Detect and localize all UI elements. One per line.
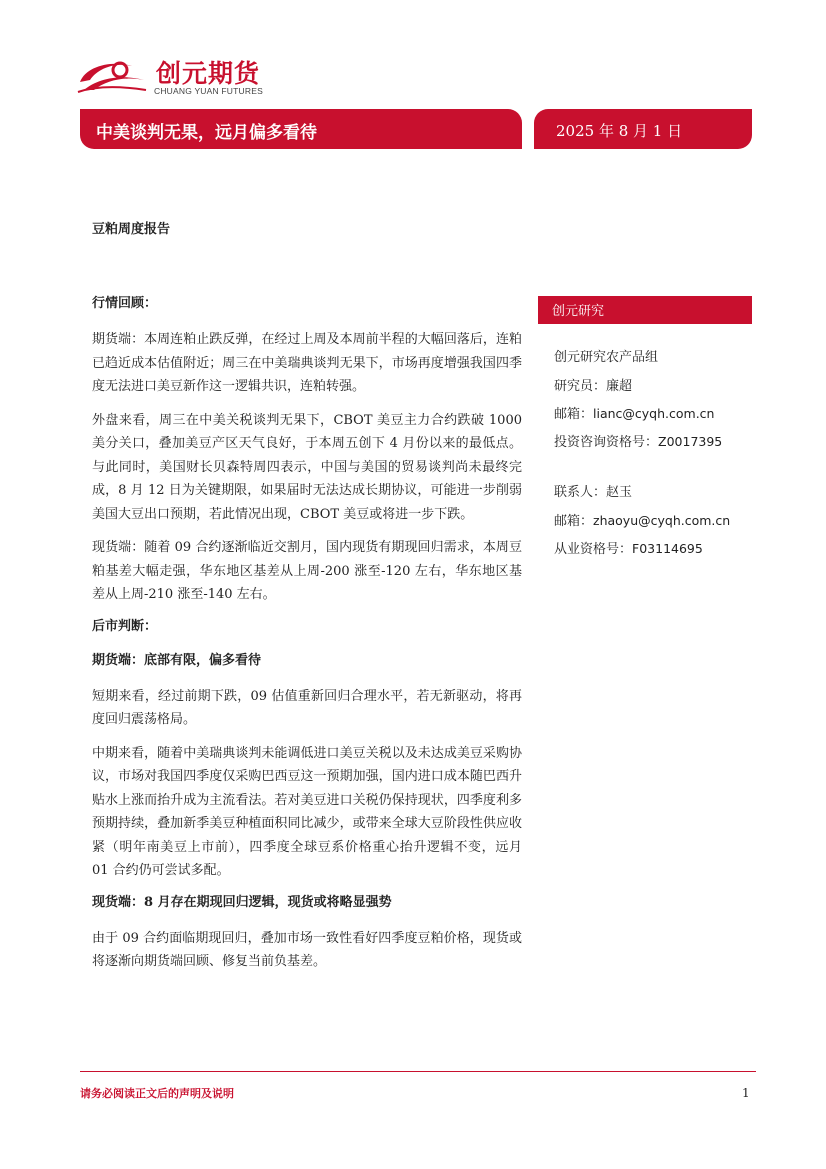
page-number: 1 (742, 1086, 750, 1100)
license-label: 投资咨询资格号： (554, 435, 659, 450)
sidebar-group: 创元研究农产品组 (554, 350, 659, 365)
researcher-name: 廉超 (606, 379, 633, 394)
logo-english-name: CHUANG YUAN FUTURES (154, 86, 263, 96)
researcher-label: 研究员： (554, 379, 607, 394)
main-content (92, 294, 522, 984)
paragraph-spot-outlook: 由于 09 合约面临期现回归，叠加市场一致性看好四季度豆粕价格，现货或将逐渐向期货端回顾、修复当前负基差。 (92, 930, 522, 969)
license2-label: 从业资格号： (554, 542, 633, 557)
report-type: 豆粕周度报告 (92, 222, 171, 237)
footer-divider (80, 1071, 756, 1072)
sidebar-email (554, 403, 714, 422)
logo-swirl-icon (76, 52, 148, 96)
company-logo (76, 52, 276, 98)
section-heading-market-review: 行情回顾： (92, 296, 158, 311)
sidebar-heading (538, 296, 752, 324)
sidebar-heading-text: 创元研究 (552, 304, 605, 319)
contact-email[interactable]: zhaoyu@cyqh.com.cn (593, 513, 731, 528)
logo-chinese-name: 创元期货 (156, 59, 261, 88)
email2-label: 邮箱： (554, 514, 594, 529)
date-banner (534, 109, 752, 149)
subheading-futures-outlook: 期货端：底部有限，偏多看待 (92, 652, 262, 668)
paragraph-spot-review: 现货端：随着 09 合约逐渐临近交割月，国内现货有期现回归需求，本周豆粕基差大幅走强，华东地区基差从上周-200 涨至-120 左右，华东地区基差从上周-210 涨至-140 左右。 (92, 540, 522, 602)
subheading-spot-outlook: 现货端：8 月存在期现回归逻辑，现货或将略显强势 (92, 894, 392, 910)
report-date: 2025 年 8 月 1 日 (556, 122, 683, 140)
sidebar-license2 (554, 538, 703, 557)
contact-name: 赵玉 (606, 485, 633, 500)
paragraph-mid-term: 中期来看，随着中美瑞典谈判未能调低进口美豆关税以及未达成美豆采购协议，市场对我国四季度仅采购巴西豆这一预期加强，国内进口成本随巴西升贴水上涨而抬升成为主流看法。若对美豆进口关税仍保持现状，四季度利多预期持续，叠加新季美豆种植面积同比减少，或带来全球大豆阶段性供应收紧（明年南美豆上市前），四季度全球豆系价格重心抬升逻辑不变，远月 01 合约仍可尝试多配。 (92, 745, 522, 878)
researcher-email[interactable]: lianc@cyqh.com.cn (593, 406, 715, 421)
sidebar-email2 (554, 510, 730, 529)
license2-number: F03114695 (632, 541, 703, 556)
email-label: 邮箱： (554, 407, 594, 422)
report-title: 中美谈判无果，远月偏多看待 (96, 123, 317, 143)
sidebar-license (554, 431, 722, 450)
sidebar-contact (554, 481, 632, 500)
section-heading-outlook: 后市判断： (92, 618, 158, 634)
license-number: Z0017395 (658, 434, 723, 449)
footer-disclaimer: 请务必阅读正文后的声明及说明 (80, 1087, 234, 1100)
paragraph-overseas-review: 外盘来看，周三在中美关税谈判无果下，CBOT 美豆主力合约跌破 1000 美分关口，叠加美豆产区天气良好，于本周五创下 4 月份以来的最低点。与此同时，美国财长贝森特周四表示，中国与美国的贸易谈判尚未最终完成，8 月 12 日为关键期限，如果届时无法达成长期协议，可能进一步削弱美国大豆出口预期，若此情况出现，CBOT 美豆或将进一步下跌。 (92, 412, 522, 522)
title-banner (80, 109, 522, 149)
contact-label: 联系人： (554, 485, 607, 500)
sidebar-researcher (554, 375, 632, 394)
paragraph-futures-review: 期货端：本周连粕止跌反弹，在经过上周及本周前半程的大幅回落后，连粕已趋近成本估值附近；周三在中美瑞典谈判无果下，市场再度增强我国四季度无法进口美豆新作这一逻辑共识，连粕转强。 (92, 332, 522, 394)
paragraph-short-term: 短期来看，经过前期下跌，09 估值重新回归合理水平，若无新驱动，将再度回归震荡格局。 (92, 688, 522, 727)
